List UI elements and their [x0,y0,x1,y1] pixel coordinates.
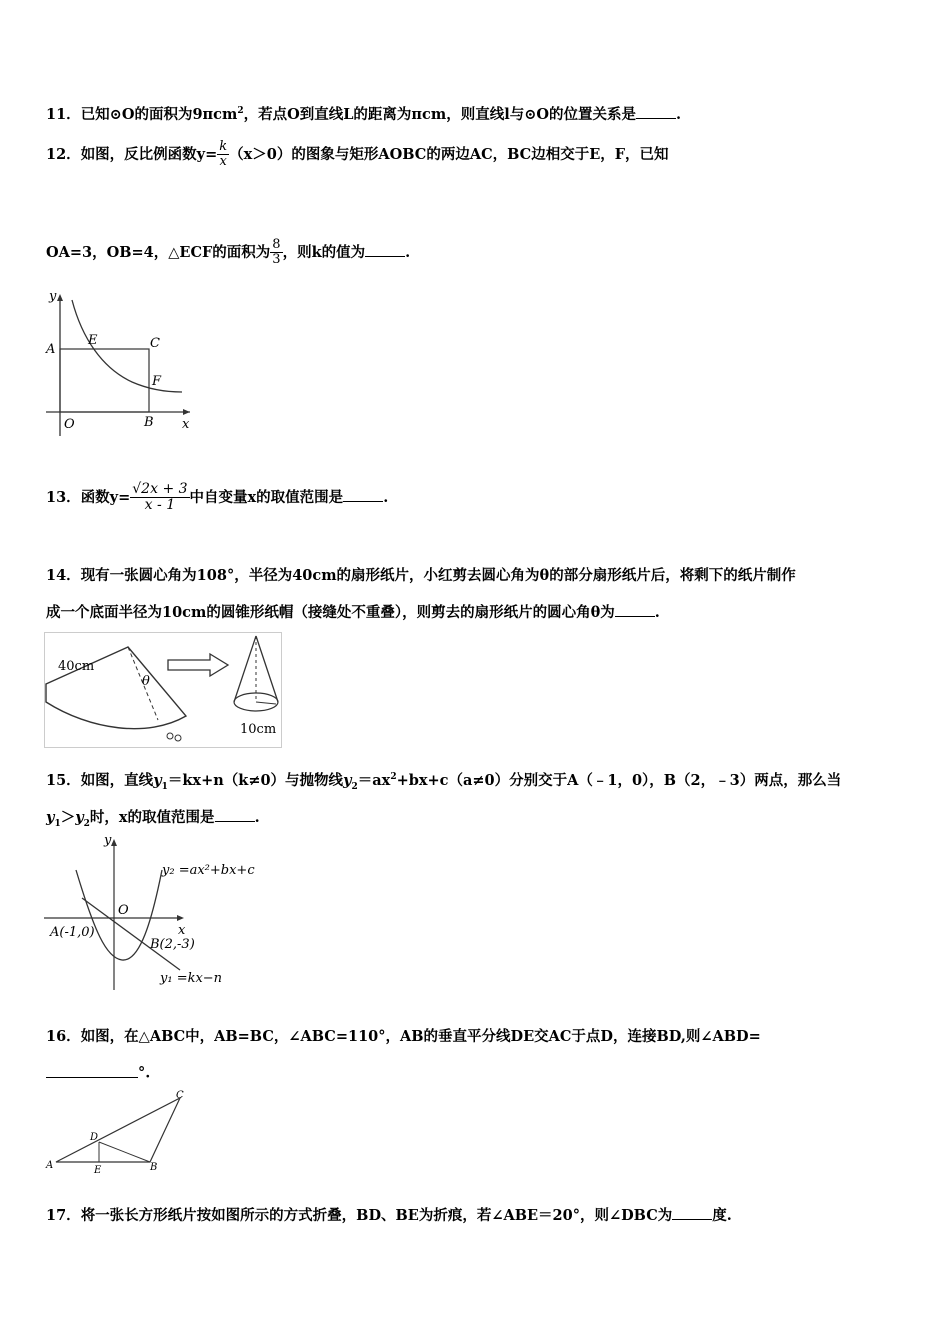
q17-end: 度. [712,1207,732,1224]
q15-t3-sup: 2 [390,772,397,783]
q14-cone-radius [256,702,276,704]
q16-triangle [56,1098,180,1162]
q17-text-a: 将一张长方形纸片按如图所示的方式折叠，BD、BE为折痕，若∠ABE＝20°，则∠DBC为 [80,1207,673,1224]
q14-line1: 现有一张圆心角为108°，半径为40cm的扇形纸片，小红剪去圆心角为θ的部分扇形纸片后，将剩下的纸片制作 [80,567,796,584]
q12-label-y: y [49,289,57,304]
q15-l2-y1-sub: 1 [54,818,61,829]
q16-answer-blank[interactable] [46,1062,138,1078]
q15-t2: ＝kx+n（k≠0）与抛物线 [167,772,344,789]
q15-x-label: x [178,923,186,938]
q14-cone-left [234,636,256,702]
q15-line-2 [46,806,260,829]
q15-point-a: A(-1,0) [50,925,95,940]
q15-l2-y2: y [75,809,84,826]
q15-l2-text: 时，x的取值范围是 [89,809,215,826]
q16-label-d: D [90,1132,99,1143]
q13-fraction [130,482,189,514]
q14-angle-label: θ [142,674,150,689]
q12-answer-blank[interactable] [365,241,405,257]
q15-y2-sub: 2 [351,781,358,792]
q13-answer-blank[interactable] [343,486,383,502]
q12-label-b: B [144,415,154,430]
q15-origin-label: O [118,903,129,918]
q15-line-label: y₁ =kx−n [160,971,223,986]
q14-number: 14． [46,567,81,584]
q14-line-1 [46,564,796,585]
q11-sup: 2 [237,106,244,117]
q14-base-label: 10cm [240,722,277,737]
q12-x-arrow [183,409,190,415]
q12-line2-b: ，则k的值为 [282,243,366,261]
q16-label-b: B [150,1162,158,1173]
q15-answer-blank[interactable] [215,807,255,823]
q14-radius-label: 40cm [58,659,95,674]
q14-cone-right [256,636,278,702]
q12-line-1 [46,140,669,170]
q15-l2-y2-sub: 2 [83,818,90,829]
q14-line-2 [46,601,660,622]
q12-line2-a: OA=3，OB=4，△ECF的面积为 [46,243,271,261]
q15-y2: y [343,772,352,789]
q12-end: . [405,243,411,261]
q14-scissors-icon-2 [175,735,181,741]
q15-y-arrow [111,839,117,846]
q14-end: . [654,604,660,621]
q16-line-1 [46,1025,761,1046]
q17-line [46,1204,732,1225]
q12-rectangle [60,349,149,412]
q14-line2: 成一个底面半径为10cm的圆锥形纸帽（接缝处不重叠），则剪去的扇形纸片的圆心角θ为 [46,604,615,621]
q15-l2-y1: y [46,809,55,826]
q11-text-a: 已知⊙O的面积为9πcm [80,106,238,123]
q16-end: °. [138,1064,151,1082]
q12-frac-den: x [219,154,227,170]
q15-y-label: y [104,833,112,848]
q15-figure [44,830,274,990]
q11-line [46,103,681,124]
q15-end: . [254,809,260,826]
q11-text-b: ，若点O到直线L的距离为πcm，则直线l与⊙O的位置关系是 [243,106,637,123]
q17-number: 17． [46,1207,81,1224]
q15-y1: y [153,772,162,789]
q13-end: . [383,488,389,506]
q14-figure [44,632,282,748]
q12-text-b: （x＞0）的图象与矩形AOBC的两边AC，BC边相交于E，F，已知 [229,145,669,163]
q16-label-e: E [94,1165,102,1174]
q15-x-arrow [177,915,184,921]
q12-label-x: x [182,417,190,432]
q13-text-a: 函数y= [80,488,131,506]
q13-text-b: 中自变量x的取值范围是 [189,488,344,506]
q11-number: 11． [46,106,81,123]
q13-frac-den: x - 1 [144,497,176,514]
q14-scissors-icon [167,733,173,739]
q14-answer-blank[interactable] [615,602,655,618]
q15-t4: +bx+c（a≠0）分别交于A（﹣1，0），B（2，﹣3）两点，那么当 [396,772,842,789]
q12-text-a: 如图，反比例函数y= [80,145,218,163]
q15-t1: 如图，直线 [80,772,154,789]
q12-label-o: O [64,417,75,432]
q12-figure [44,288,196,440]
q16-label-c: C [176,1090,184,1101]
q17-answer-blank[interactable] [672,1205,712,1221]
q16-label-a: A [46,1160,54,1171]
q15-parabola-label: y₂ =ax²+bx+c [162,863,255,878]
q12-label-a: A [46,342,56,357]
q14-arrow-icon [168,654,228,676]
q12-y-arrow [57,294,63,301]
q12-frac-num: k [219,139,228,154]
q16-figure [44,1088,194,1174]
q13-line [46,482,388,514]
q15-y1-sub: 1 [161,781,168,792]
q12-fraction-2 [270,238,282,268]
q12-label-f: F [152,374,162,389]
q15-number: 15． [46,772,81,789]
q12-number: 12． [46,145,81,163]
q16-number: 16． [46,1028,81,1045]
q15-line-1 [46,769,841,792]
q12-line-2 [46,238,410,268]
q15-point-b: B(2,-3) [150,937,195,952]
q11-end: . [676,106,682,123]
q13-number: 13． [46,488,81,506]
q12-fraction [217,140,229,170]
q15-line [82,898,180,970]
q13-frac-num: √2x + 3 [132,481,188,497]
q16-line-2 [46,1062,150,1082]
q12-label-e: E [88,333,98,348]
q15-l2-gt: ＞ [60,809,76,826]
q16-line1: 如图，在△ABC中，AB=BC，∠ABC=110°，AB的垂直平分线DE交AC于点D，连接BD,则∠ABD= [80,1028,761,1045]
q15-t3: ＝ax [357,772,391,789]
q16-bd [99,1142,150,1162]
q11-answer-blank[interactable] [636,104,676,120]
q12-label-c: C [150,336,160,351]
q12-frac2-num: 8 [272,237,281,252]
q12-frac2-den: 3 [272,252,281,268]
